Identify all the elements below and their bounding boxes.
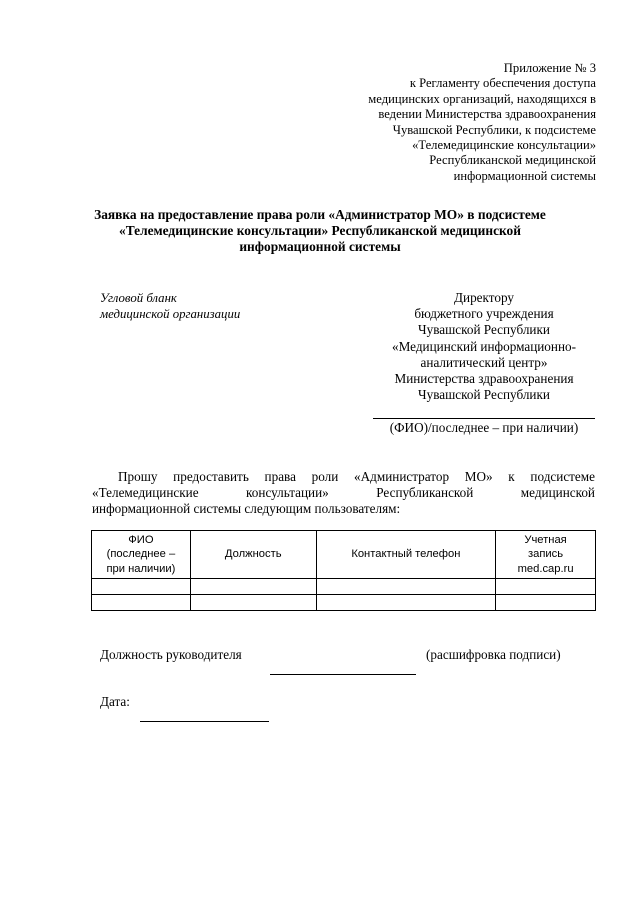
addressee-line: бюджетного учреждения [414, 306, 554, 322]
table-cell[interactable] [92, 579, 191, 595]
table-cell[interactable] [316, 595, 496, 611]
director-name-line[interactable] [373, 418, 595, 419]
addressee-line: Чувашской Республики [418, 387, 550, 403]
table-cell[interactable] [316, 579, 496, 595]
request-line-3: информационной системы следующим пользователям: [92, 501, 401, 517]
corner-stamp-line-1: Угловой бланк [100, 291, 177, 305]
appendix-line: к Регламенту обеспечения доступа [409, 76, 596, 91]
header-account-line-2: запись [528, 548, 564, 561]
document-title [60, 207, 580, 255]
corner-stamp [100, 290, 240, 322]
title-line-1: Заявка на предоставление права роли «Администратор МО» в подсистеме [94, 207, 546, 222]
appendix-block [340, 61, 596, 184]
head-position-label: Должность руководителя [100, 647, 242, 662]
header-account-line-1: Учетная [524, 533, 567, 546]
request-line-2: «Телемедицинские консультации» Республиканской медицинской [92, 485, 595, 501]
request-paragraph [92, 469, 595, 518]
title-line-3: информационной системы [239, 239, 401, 254]
title-line-2: «Телемедицинские консультации» Республиканской медицинской [119, 223, 521, 238]
appendix-line: «Телемедицинские консультации» [412, 138, 596, 153]
director-fio-caption: (ФИО)/последнее – при наличии) [389, 420, 579, 435]
header-fio [92, 531, 191, 579]
appendix-line: Приложение № 3 [503, 61, 596, 75]
appendix-line: Республиканской медицинской [429, 153, 596, 168]
header-fio-line-1: ФИО [128, 533, 154, 546]
addressee-line: Директору [454, 290, 514, 305]
corner-stamp-line-2: медицинской организации [100, 307, 241, 321]
header-phone: Контактный телефон [316, 531, 496, 579]
header-account-line-3: med.cap.ru [517, 562, 574, 575]
signature-line[interactable] [270, 674, 416, 675]
table-cell[interactable] [190, 579, 316, 595]
date-line[interactable] [140, 721, 269, 722]
table-cell[interactable] [496, 595, 596, 611]
header-fio-line-2: (последнее – [106, 548, 176, 561]
users-table [91, 530, 596, 611]
addressee-line: «Медицинский информационно- [392, 338, 576, 354]
addressee-line: Министерства здравоохранения [394, 371, 574, 387]
table-cell[interactable] [190, 595, 316, 611]
header-account [496, 531, 596, 579]
addressee-line: Чувашской Республики [418, 322, 550, 338]
table-header-row [92, 531, 596, 579]
appendix-line: медицинских организаций, находящихся в [368, 91, 596, 106]
header-position: Должность [190, 531, 316, 579]
table-cell[interactable] [496, 579, 596, 595]
appendix-line: информационной системы [453, 168, 596, 183]
appendix-line: ведении Министерства здравоохранения [378, 107, 596, 122]
table-cell[interactable] [92, 595, 191, 611]
request-line-1: Прошу предоставить права роли «Администратор МО» к подсистеме [118, 469, 595, 484]
header-fio-line-3: при наличии) [106, 562, 176, 575]
signature-decoding-label: (расшифровка подписи) [426, 647, 561, 662]
table-row [92, 595, 596, 611]
date-label: Дата: [100, 694, 130, 709]
table-row [92, 579, 596, 595]
appendix-line: Чувашской Республики, к подсистеме [392, 122, 596, 137]
addressee-block [362, 290, 606, 403]
addressee-line: аналитический центр» [420, 354, 548, 370]
